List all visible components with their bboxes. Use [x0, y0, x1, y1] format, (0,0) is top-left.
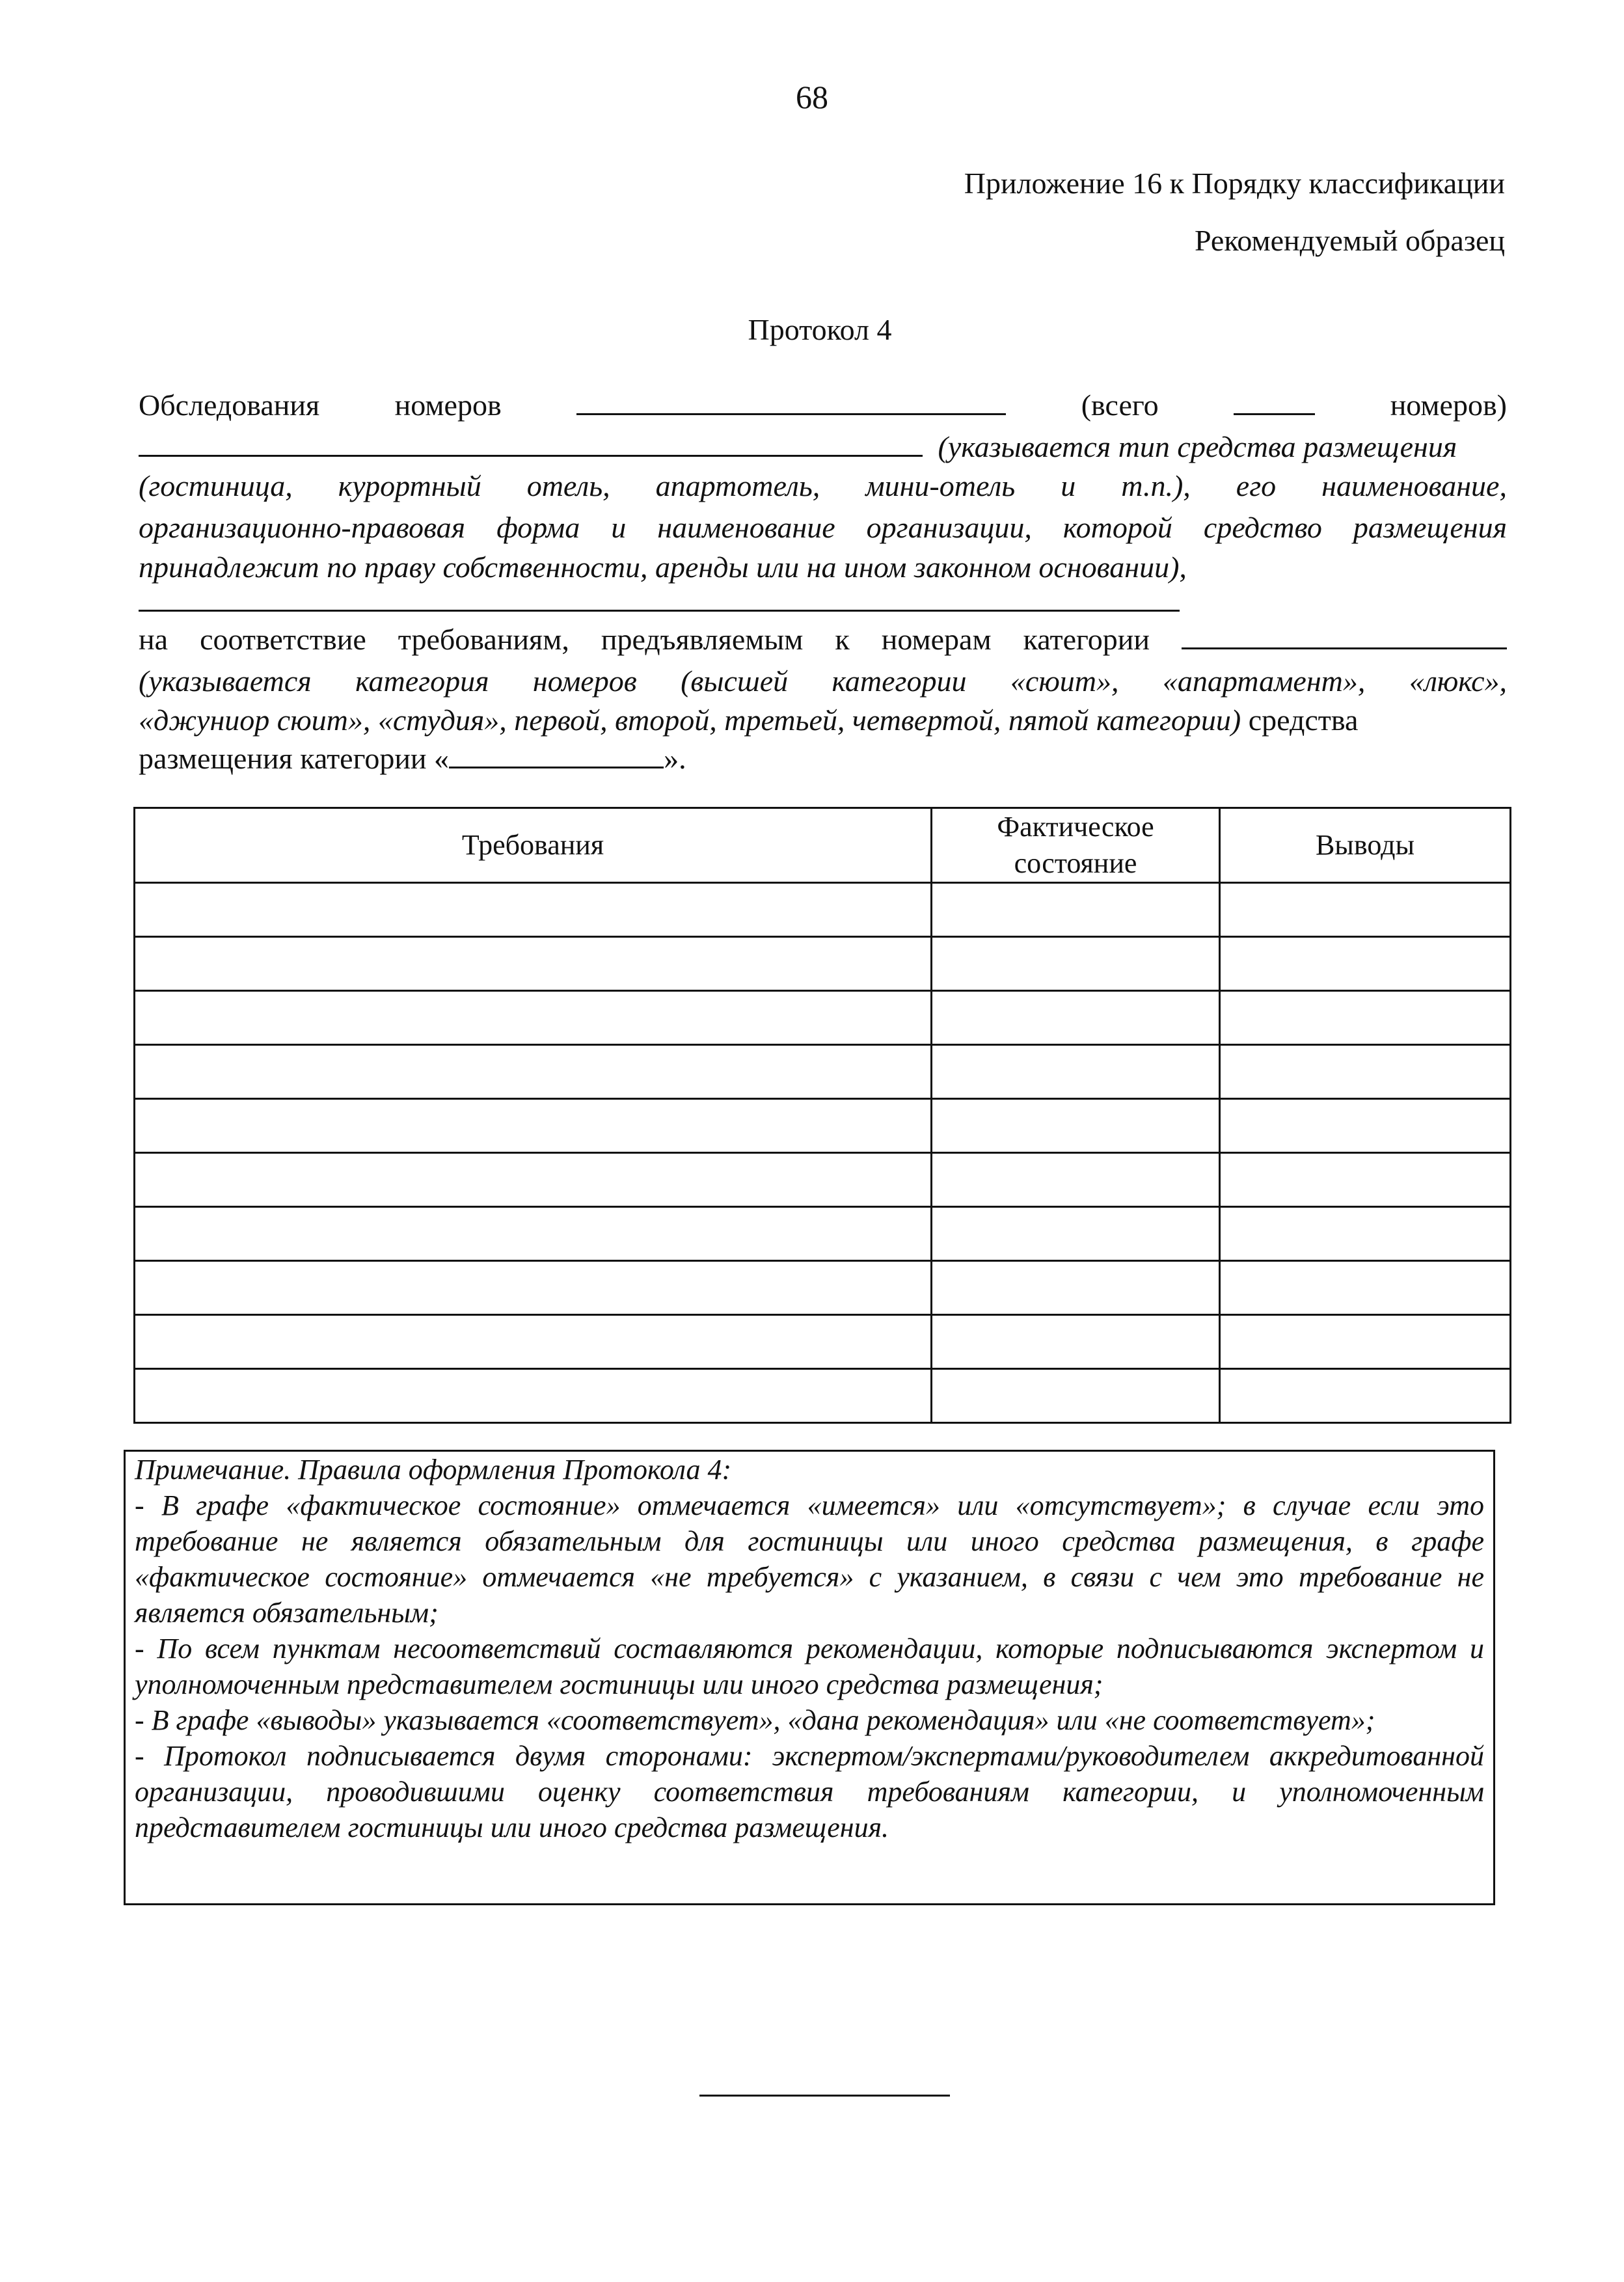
table-cell: [1220, 1099, 1511, 1153]
intro-line-10: [139, 740, 686, 778]
blank-field-type: [139, 429, 923, 457]
table-cell: [932, 1369, 1220, 1423]
intro-text: (указывается тип средства размещения: [938, 430, 1457, 463]
table-cell: [135, 1261, 932, 1315]
table-cell: [932, 1045, 1220, 1099]
footer-divider: [699, 2095, 950, 2097]
table-cell: [135, 1099, 932, 1153]
requirements-table: [133, 807, 1511, 1424]
intro-word: номеров: [394, 388, 502, 422]
table-cell: [135, 1045, 932, 1099]
table-row: [135, 1369, 1511, 1423]
intro-word: категории: [1023, 623, 1150, 656]
intro-word: Обследования: [139, 388, 320, 422]
intro-line-8: (указывается категория номеров (высшей категории «сюит», «апартамент», «люкс»,: [139, 664, 1507, 698]
table-row: [135, 883, 1511, 937]
intro-word: номеров): [1390, 388, 1507, 422]
table-cell: [135, 991, 932, 1045]
intro-line-2: [139, 428, 1457, 466]
note-box: [124, 1450, 1495, 1905]
table-cell: [1220, 1045, 1511, 1099]
table-row: [135, 937, 1511, 991]
table-cell: [1220, 1261, 1511, 1315]
intro-word: соответствие: [200, 623, 366, 656]
document-title: Протокол 4: [748, 313, 892, 346]
intro-line-1: [139, 387, 1507, 422]
appendix-label: Приложение 16 к Порядку классификации: [964, 167, 1505, 200]
intro-word: курортный: [338, 469, 481, 502]
intro-word: требованиям,: [398, 623, 569, 656]
table-cell: [1220, 1369, 1511, 1423]
table-cell: [1220, 937, 1511, 991]
table-row: [135, 1261, 1511, 1315]
table-cell: [1220, 1153, 1511, 1207]
note-item: - Протокол подписывается двумя сторонами: экспертом/экспертами/руководителем аккредитованной организации, проводившими оценку соответствия требованиям категории, и уполномоченным представителем гостиницы или иного средства размещения.: [135, 1740, 1484, 1843]
intro-line-3: [139, 469, 1507, 503]
table-row: [135, 1045, 1511, 1099]
intro-word: (всего: [1081, 388, 1159, 422]
intro-word: отель,: [526, 469, 610, 502]
intro-word: предъявляемым: [601, 623, 804, 656]
intro-line-5: принадлежит по праву собственности, аренды или на ином законном основании),: [139, 550, 1187, 584]
table-cell: [135, 1315, 932, 1369]
blank-field-total: [1234, 387, 1315, 415]
table-cell: [932, 1261, 1220, 1315]
table-cell: [932, 1153, 1220, 1207]
page-number: 68: [796, 79, 828, 115]
note-title: Примечание. Правила оформления Протокола 4:: [135, 1454, 732, 1486]
header-conclusions: Выводы: [1220, 808, 1511, 883]
table-cell: [932, 1315, 1220, 1369]
header-actual-state: Фактическое состояние: [932, 808, 1220, 883]
intro-line-4: организационно-правовая форма и наименование организации, которой средство размещения: [139, 511, 1507, 544]
note-item: - В графе «выводы» указывается «соответствует», «дана рекомендация» или «не соответствует»;: [135, 1704, 1375, 1736]
intro-word: наименование,: [1321, 469, 1507, 502]
blank-field-category: [1182, 621, 1507, 649]
table-cell: [135, 1369, 932, 1423]
blank-field-facility-category: [449, 740, 664, 768]
table-cell: [135, 883, 932, 937]
intro-text: средства: [1241, 703, 1359, 737]
table-cell: [1220, 1207, 1511, 1261]
table-cell: [932, 1207, 1220, 1261]
note-item: - В графе «фактическое состояние» отмечается «имеется» или «отсутствует»; в случае если это требование не является обязательным для гостиницы или иного средства размещения, в графе «фактическое состояние» отмечается «не требуется» с указанием, в связи с чем это требование не является обязательным;: [135, 1489, 1484, 1629]
table-cell: [932, 991, 1220, 1045]
intro-text: размещения категории «: [139, 742, 450, 775]
intro-line-7: [139, 621, 1507, 657]
table-header-row: [135, 808, 1511, 883]
intro-word: (гостиница,: [139, 469, 293, 502]
intro-word: апартотель,: [655, 469, 820, 502]
intro-word: номерам: [881, 623, 992, 656]
table-cell: [932, 937, 1220, 991]
intro-word: к: [835, 623, 850, 656]
table-cell: [932, 883, 1220, 937]
sample-label: Рекомендуемый образец: [1194, 224, 1505, 257]
intro-word: и: [1061, 469, 1076, 502]
intro-word: его: [1236, 469, 1277, 502]
table-cell: [932, 1099, 1220, 1153]
table-cell: [1220, 991, 1511, 1045]
table-row: [135, 1315, 1511, 1369]
table-cell: [1220, 1315, 1511, 1369]
intro-word: мини-отель: [865, 469, 1016, 502]
intro-word: на: [139, 623, 169, 656]
table-cell: [135, 1153, 932, 1207]
intro-word: т.п.),: [1121, 469, 1191, 502]
table-row: [135, 1153, 1511, 1207]
table-row: [135, 991, 1511, 1045]
header-requirements: Требования: [135, 808, 932, 883]
table-row: [135, 1207, 1511, 1261]
note-item: - По всем пунктам несоответствий составляются рекомендации, которые подписываются экспертом и уполномоченным представителем гостиницы или иного средства размещения;: [135, 1633, 1484, 1700]
intro-text: «джуниор сюит», «студия», первой, второй, третьей, четвертой, пятой категории): [139, 703, 1241, 737]
intro-text: ».: [664, 742, 686, 775]
table-cell: [135, 1207, 932, 1261]
table-row: [135, 1099, 1511, 1153]
table-cell: [1220, 883, 1511, 937]
intro-line-9: [139, 701, 1358, 739]
blank-field-rooms: [576, 387, 1006, 415]
blank-field-organization: [139, 610, 1180, 612]
table-cell: [135, 937, 932, 991]
